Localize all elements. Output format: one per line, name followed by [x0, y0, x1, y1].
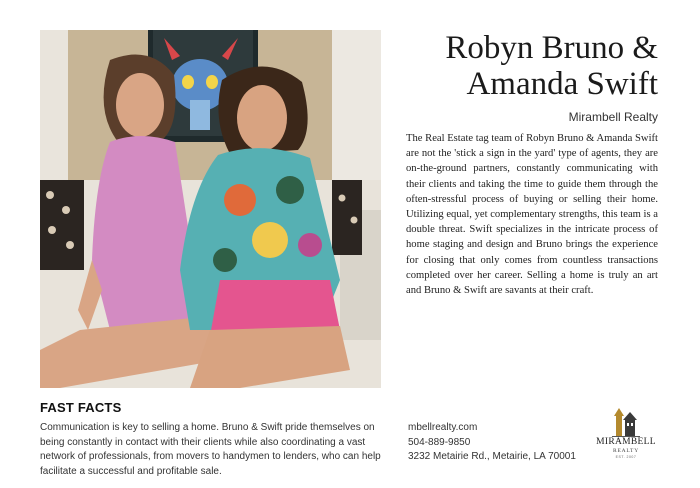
address: 3232 Metairie Rd., Metairie, LA 70001	[408, 451, 576, 462]
company-name: Mirambell Realty	[568, 110, 658, 124]
bio-paragraph: The Real Estate tag team of Robyn Bruno & Amanda Swift are not the 'stick a sign in the yard' type of agents, they are on-the-ground partners, constantly communicating with their clients and taking the time to guide them through the often-stressful process of buying or selling their home. Utilizing equal, yet complementary strengths, this team is a double threat. Swift specializes in the intricate process of home staging and design and Bruno brings the experience for closing that only comes from countless transactions completed over her career. Selling a home is truly an art and Bruno & Swift are savants at their craft.	[406, 133, 658, 297]
phone-number: 504-889-9850	[408, 436, 471, 448]
logo-wordmark: MIRAMBELL	[596, 437, 656, 447]
agent-names-line1: Robyn Bruno &	[445, 30, 658, 66]
fast-facts-heading: FAST FACTS	[40, 400, 122, 415]
agent-names-line2: Amanda Swift	[466, 66, 658, 102]
logo-subtitle: REALTY	[613, 448, 639, 454]
website-link[interactable]: mbellrealty.com	[408, 422, 478, 433]
contact-info	[408, 421, 588, 465]
agent-names	[400, 30, 658, 102]
agents-photo	[40, 30, 381, 388]
logo-established: EST. 2007	[615, 455, 637, 459]
fast-facts-text: Communication is key to selling a home. Bruno & Swift pride themselves on being constantly in contact with their clients while also coordinating a vast network of professionals, from movers to handymen to lenders, who can help facilitate a successful and profitable sale.	[40, 422, 381, 477]
